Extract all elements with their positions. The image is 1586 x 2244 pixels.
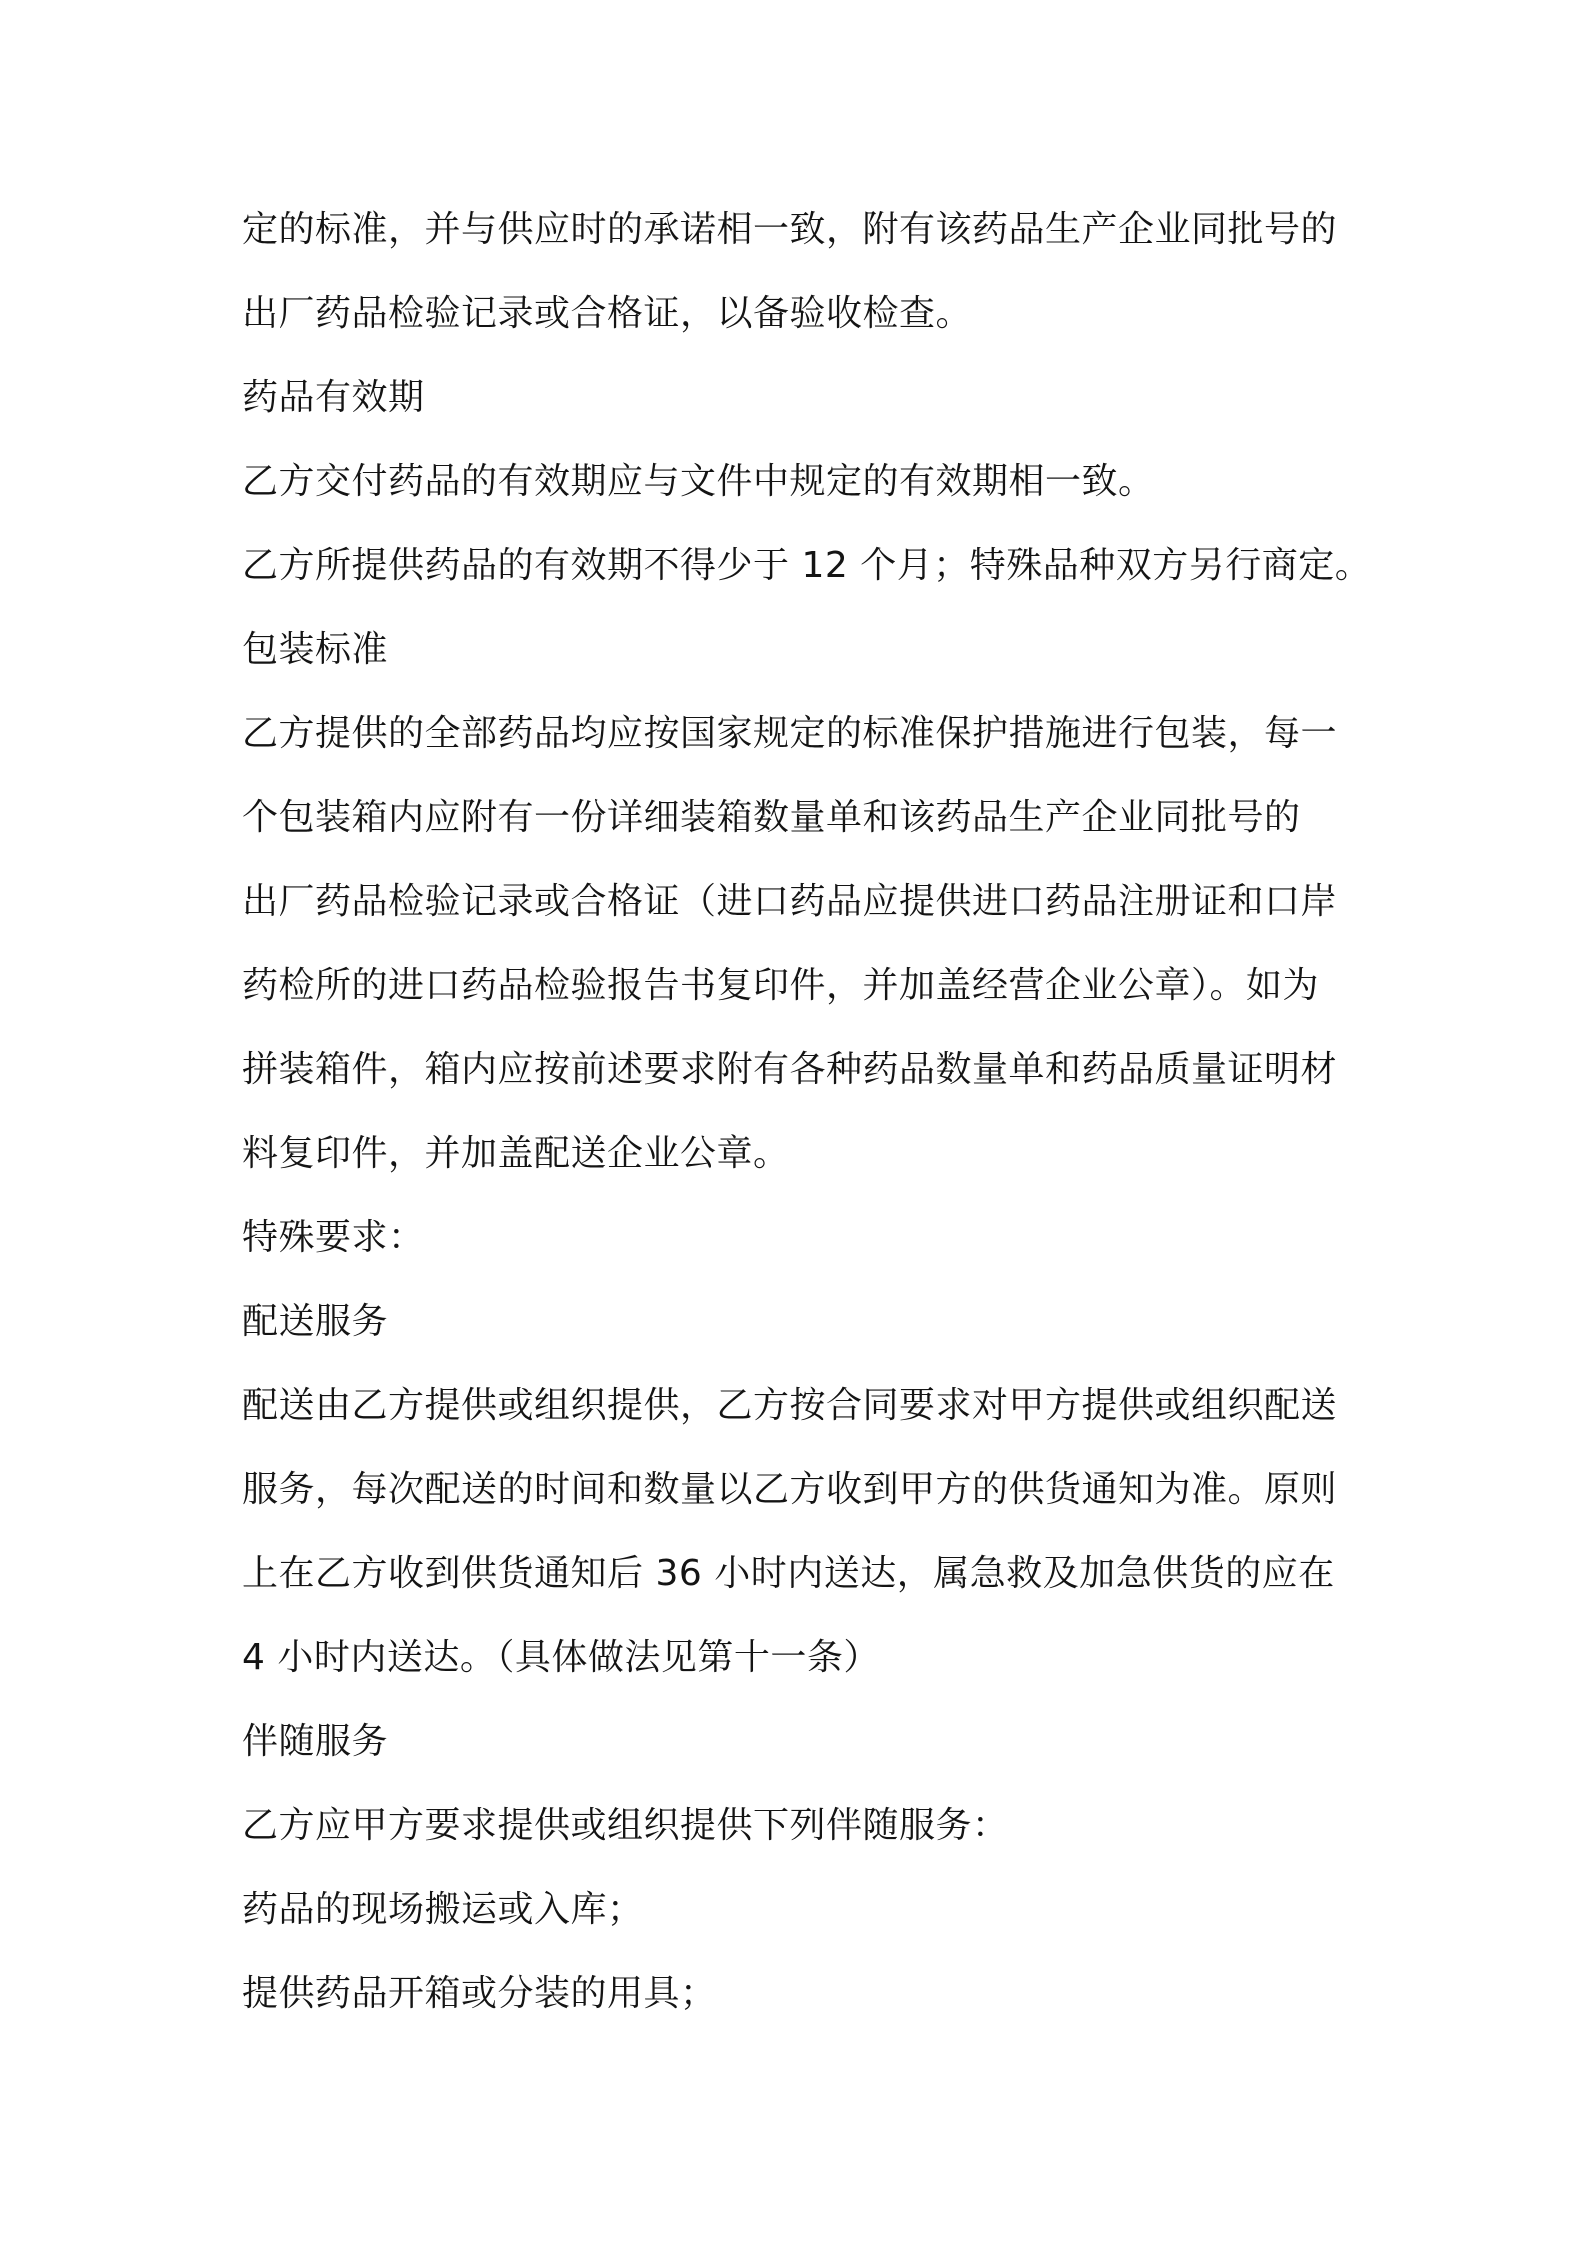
- section-heading: 包装标准: [242, 629, 389, 670]
- section-heading: 特殊要求：: [242, 1217, 425, 1258]
- paragraph-line: 乙方提供的全部药品均应按国家规定的标准保护措施进行包装，每一: [242, 713, 1338, 754]
- paragraph-line: 4 小时内送达。（具体做法见第十一条）: [242, 1637, 880, 1678]
- paragraph-line: 乙方所提供药品的有效期不得少于 12 个月；特殊品种双方另行商定。: [242, 545, 1372, 586]
- paragraph-line: 定的标准，并与供应时的承诺相一致，附有该药品生产企业同批号的: [242, 209, 1338, 250]
- section-heading: 伴随服务: [242, 1721, 389, 1762]
- paragraph-line: 出厂药品检验记录或合格证，以备验收检查。: [242, 293, 973, 334]
- paragraph-line: 出厂药品检验记录或合格证（进口药品应提供进口药品注册证和口岸: [242, 881, 1338, 922]
- paragraph-line: 药检所的进口药品检验报告书复印件，并加盖经营企业公章）。如为: [242, 965, 1320, 1006]
- section-heading: 药品有效期: [242, 377, 425, 418]
- section-heading: 配送服务: [242, 1301, 389, 1342]
- paragraph-line: 乙方交付药品的有效期应与文件中规定的有效期相一致。: [242, 461, 1155, 502]
- paragraph-line: 服务，每次配送的时间和数量以乙方收到甲方的供货通知为准。原则: [242, 1469, 1338, 1510]
- list-item: 药品的现场搬运或入库；: [242, 1889, 644, 1930]
- document-body: [242, 198, 1382, 2046]
- paragraph-line: 乙方应甲方要求提供或组织提供下列伴随服务：: [242, 1805, 1009, 1846]
- paragraph-line: 料复印件，并加盖配送企业公章。: [242, 1133, 790, 1174]
- list-item: 提供药品开箱或分装的用具；: [242, 1973, 717, 2014]
- paragraph-line: 个包装箱内应附有一份详细装箱数量单和该药品生产企业同批号的: [242, 797, 1301, 838]
- paragraph-line: 上在乙方收到供货通知后 36 小时内送达，属急救及加急供货的应在: [242, 1553, 1335, 1594]
- paragraph-line: 拼装箱件，箱内应按前述要求附有各种药品数量单和药品质量证明材: [242, 1049, 1338, 1090]
- paragraph-line: 配送由乙方提供或组织提供，乙方按合同要求对甲方提供或组织配送: [242, 1385, 1338, 1426]
